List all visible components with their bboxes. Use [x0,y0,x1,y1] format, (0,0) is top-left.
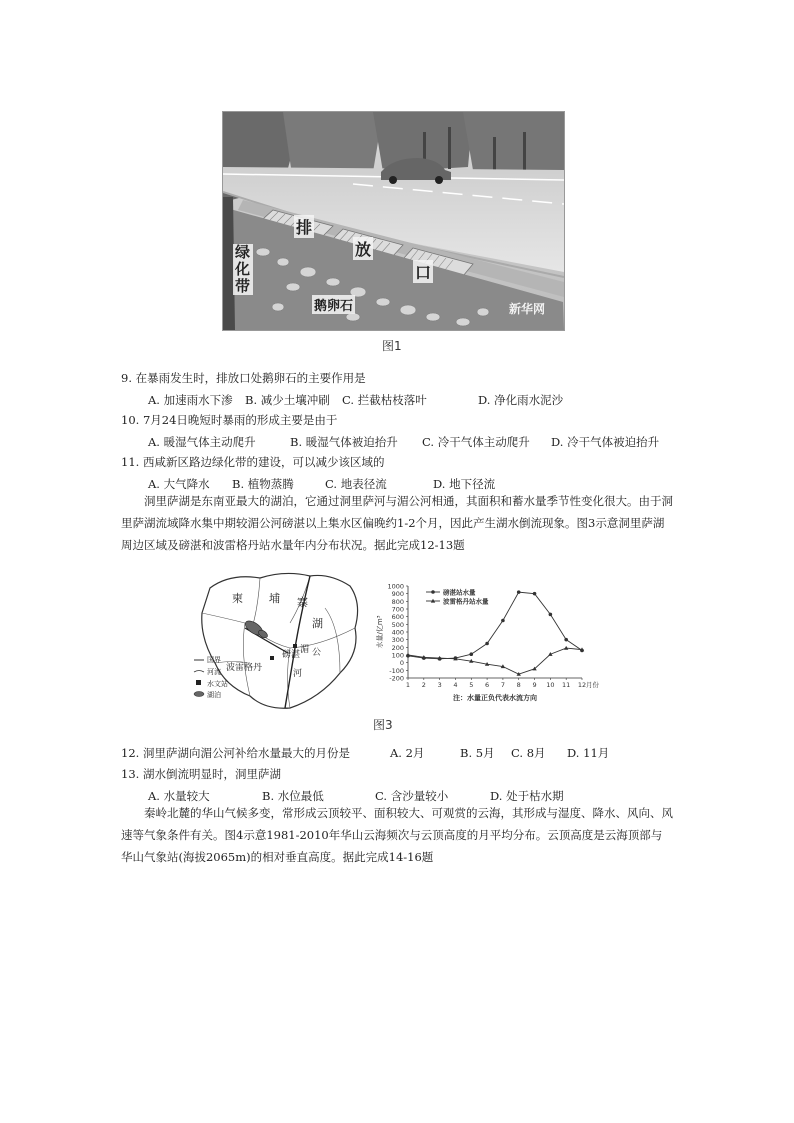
map-legend [194,660,204,697]
map-label-cambodia-1: 柬 [232,592,243,605]
legend-marker-1 [431,590,435,594]
map-label-mekong-3: 河 [293,669,303,679]
q9-option-d: D. 净化雨水泥沙 [478,393,564,407]
y-tick-label: 700 [391,605,404,614]
x-tick-label: 9 [532,681,537,689]
y-tick-label: 900 [391,590,404,599]
q11-option-a: A. 大气降水 [148,477,210,491]
q10-option-d: D. 冷干气体被迫抬升 [551,435,660,449]
y-tick-label: 500 [391,620,404,629]
q13-option-c: C. 含沙量较小 [375,789,449,803]
y-axis-label: 水量/亿m³ [376,615,384,649]
q13-option-b: B. 水位最低 [262,789,324,803]
figure3-chart [370,578,610,704]
q10-option-c: C. 冷干气体主动爬升 [422,435,530,449]
q12-option-a: A. 2月 [390,746,425,760]
x-tick-label: 7 [500,681,505,689]
x-tick-label: 2 [421,681,426,689]
series-1-point [549,613,553,617]
station-prek-kdam-marker [270,656,274,660]
y-tick-label: -100 [389,666,404,675]
passage-tonle-sap: 洞里萨湖是东南亚最大的湖泊，它通过洞里萨河与湄公河相通，其面积和蓄水量季节性变化很大。由于洞里萨湖流域降水集中期较湄公河磅湛以上集水区偏晚约1-2个月，因此产生湖水倒流现象。图3示意洞里萨湖周边区域及磅湛和波雷格丹站水量年内分布状况。据此完成12-13题 [121,494,673,552]
map-label-lake: 湖 [312,617,323,630]
x-tick-label: 3 [437,681,442,689]
q13-stem: 13. 湖水倒流明显时，洞里萨湖 [121,767,281,781]
y-tick-label: 600 [391,613,404,622]
map-label-kampong-cham: 磅湛 [282,650,301,660]
q9-option-b: B. 减少土壤冲刷 [245,393,330,407]
q10-stem: 10. 7月24日晚短时暴雨的形成主要是由于 [121,413,338,427]
x-tick-label: 1 [405,681,411,689]
y-tick-label: 300 [391,636,404,645]
y-tick-label: 800 [391,597,404,606]
x-tick-label: 12 [577,681,587,689]
q13-option-d: D. 处于枯水期 [490,789,564,803]
series-1-point [485,642,489,646]
q11-stem: 11. 西咸新区路边绿化带的建设，可以减少该区域的 [121,455,385,469]
y-tick-label: 100 [391,651,404,660]
x-tick-label: 4 [453,681,458,689]
x-tick-label: 5 [469,681,474,689]
figure3-map [190,568,368,713]
label-pebbles: 鹅卵石 [312,295,355,314]
map-label-cambodia-3: 寨 [297,596,308,609]
figure1-photo [222,111,565,331]
label-greenbelt: 绿化带 [233,244,253,295]
series-line-2 [408,648,582,674]
q12-stem: 12. 洞里萨湖向湄公河补给水量最大的月份是 [121,746,350,760]
series-1-point [517,590,521,594]
legend-label-1: 磅湛站水量 [443,588,476,597]
chart-note: 注：水量正负代表水流方向 [453,694,537,702]
map-label-mekong-1: 湄 [300,645,310,655]
label-drain-2: 放 [353,237,373,260]
passage-huashan: 秦岭北麓的华山气候多变，常形成云顶较平、面积较大、可观赏的云海，其形成与湿度、降水、风向、风速等气象条件有关。图4示意1981-2010年华山云海频次与云顶高度的月平均分布。云顶高度是云海顶部与华山气象站(海拔2065m)的相对垂直高度。据此完成14-16题 [121,806,673,864]
label-drain-3: 口 [413,260,433,283]
road-drain-illustration [223,112,564,330]
series-1-point [501,619,505,623]
x-tick-label: 8 [516,681,521,689]
x-tick-label: 10 [546,681,555,689]
series-1-point [564,638,568,642]
water-volume-chart [370,578,610,704]
q9-stem: 9. 在暴雨发生时，排放口处鹅卵石的主要作用是 [121,371,366,385]
y-tick-label: 1000 [387,582,404,591]
watermark-logo: 新华网 [509,302,546,316]
figure3-caption: 图3 [373,718,393,732]
map-label-prek-kdam: 波雷格丹 [226,663,263,673]
q11-option-b: B. 植物蒸腾 [232,477,294,491]
map-label-cambodia-2: 埔 [269,592,280,605]
q11-option-c: C. 地表径流 [325,477,387,491]
y-tick-label: -200 [389,674,404,683]
q12-option-b: B. 5月 [460,746,495,760]
q10-option-a: A. 暖湿气体主动爬升 [148,435,256,449]
series-2-point [406,653,410,657]
q9-option-a: A. 加速雨水下渗 [148,393,233,407]
series-1-point [533,592,537,596]
q10-option-b: B. 暖湿气体被迫抬升 [290,435,398,449]
series-1-point [469,652,473,656]
y-tick-label: 400 [391,628,404,637]
label-drain-1: 排 [294,215,314,238]
figure1-caption: 图1 [382,339,402,353]
q11-option-d: D. 地下径流 [433,477,496,491]
y-tick-label: 0 [399,659,404,668]
x-tick-label: 6 [485,681,490,689]
map-label-mekong-2: 公 [312,648,322,658]
q12-option-d: D. 11月 [567,746,610,760]
map-legend-border: 国界 [207,656,221,664]
legend-label-2: 波雷格丹站水量 [443,597,489,606]
map-legend-station: 水文站 [207,680,228,688]
x-tick-label: 11 [562,681,571,689]
q13-option-a: A. 水量较大 [148,789,210,803]
map-legend-river: 河流 [207,668,221,676]
q9-option-c: C. 拦截枯枝落叶 [342,393,427,407]
q12-option-c: C. 8月 [511,746,546,760]
map-legend-lake: 湖泊 [207,691,221,699]
y-tick-label: 200 [391,643,404,652]
x-axis-label: 月份 [586,681,599,689]
